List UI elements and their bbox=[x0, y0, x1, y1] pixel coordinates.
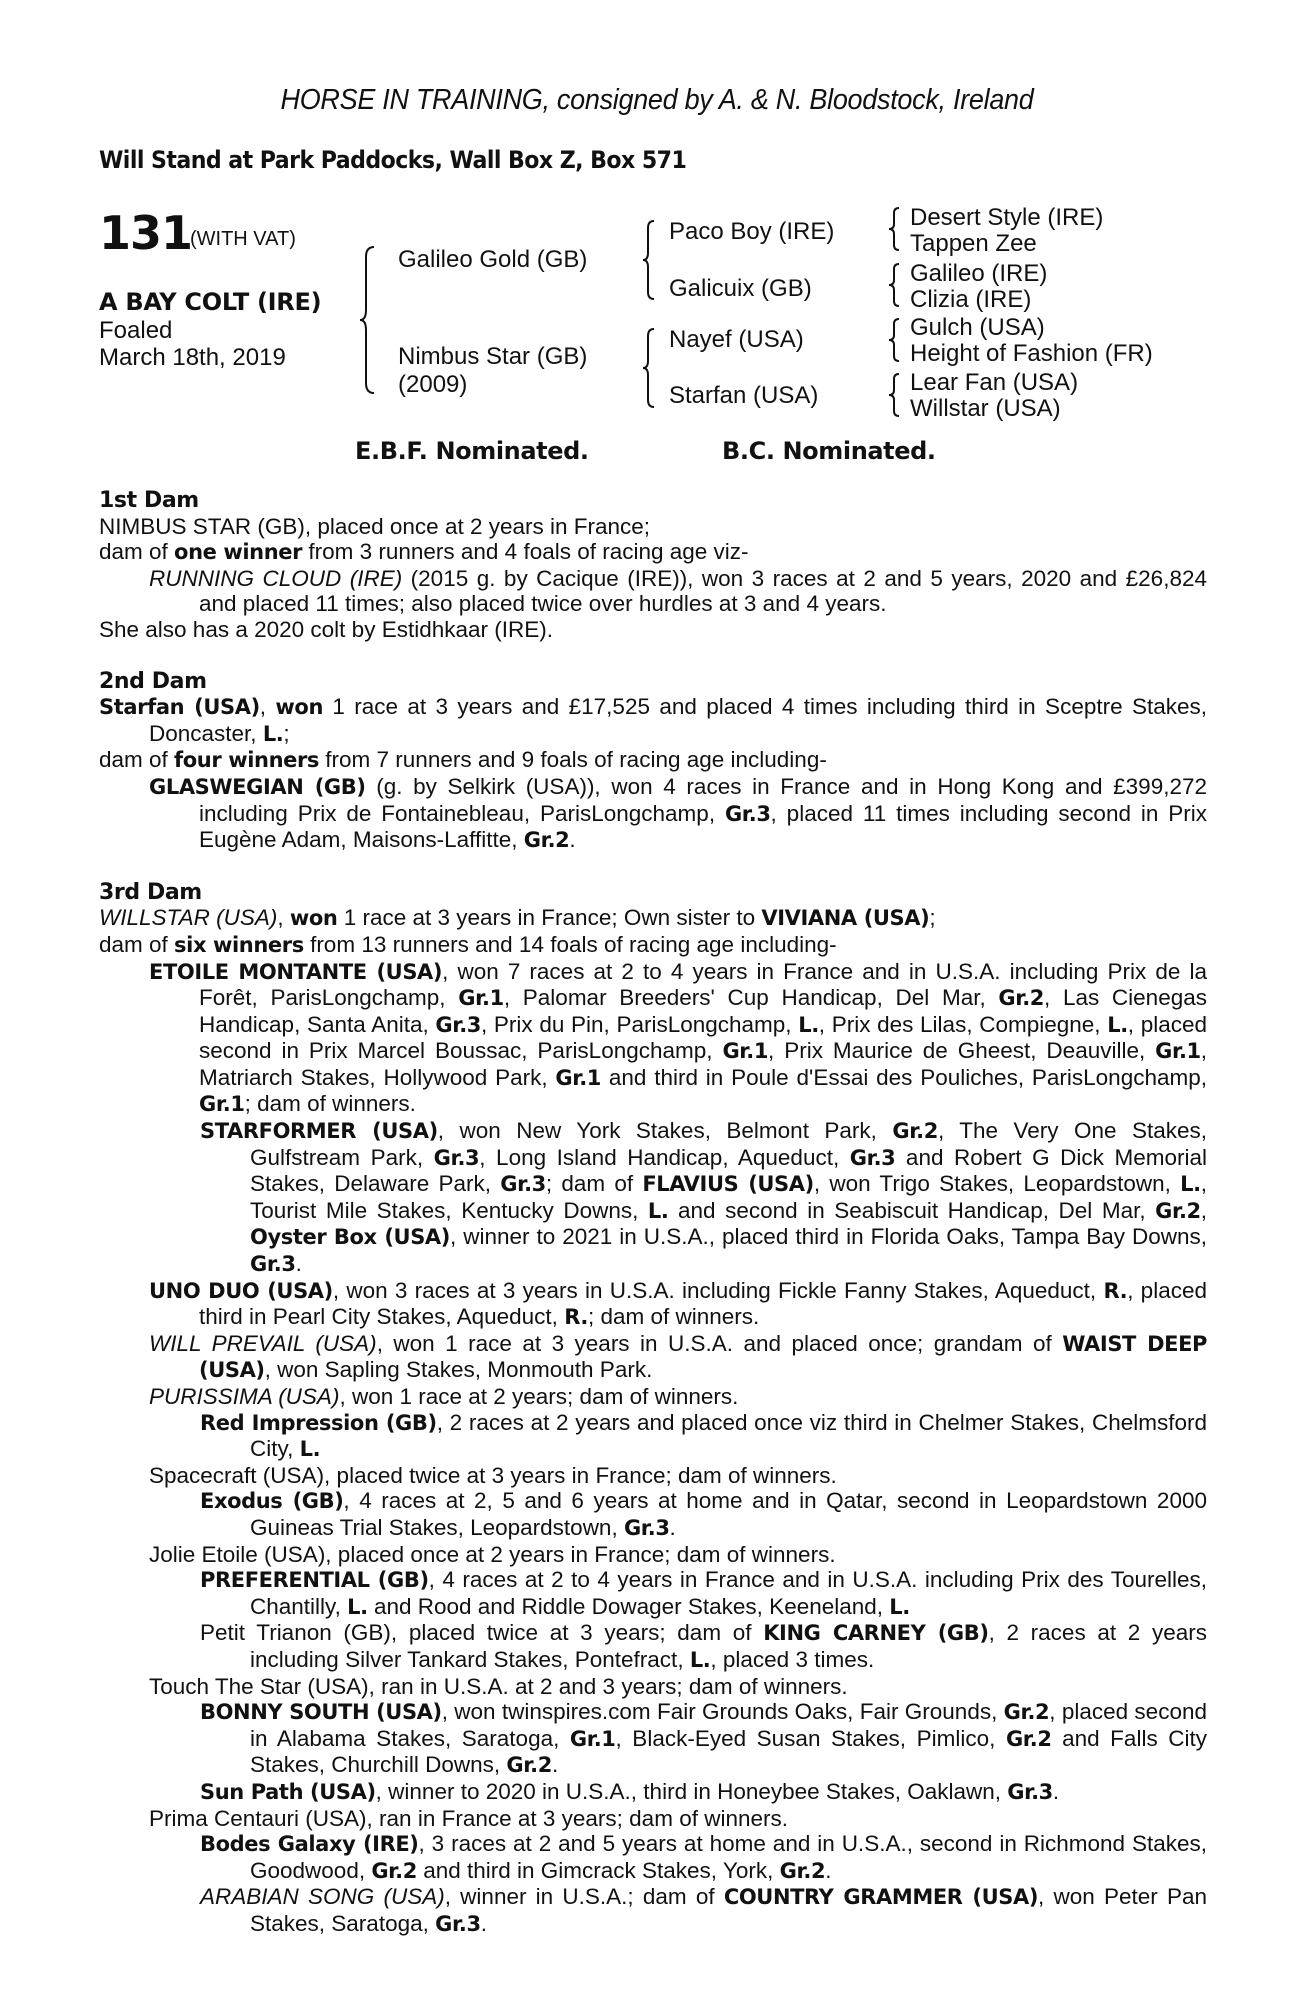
bold-text: L. bbox=[647, 1198, 669, 1223]
text: . bbox=[295, 1251, 302, 1277]
bold-text: Gr.1 bbox=[199, 1092, 245, 1117]
g3-clizia: Clizia (IRE) bbox=[910, 286, 1032, 313]
pedigree-entry bbox=[99, 1674, 1207, 1700]
bold-text: ETOILE MONTANTE (USA) bbox=[149, 959, 443, 984]
g3-desert-style: Desert Style (IRE) bbox=[910, 204, 1104, 231]
brace-dam bbox=[641, 327, 657, 409]
text: ; dam of winners. bbox=[587, 1304, 760, 1330]
pedigree-entry bbox=[99, 774, 1207, 854]
bold-text: L. bbox=[299, 1437, 321, 1462]
text: , placed 3 times. bbox=[710, 1646, 875, 1672]
bold-text: COUNTRY GRAMMER (USA) bbox=[723, 1885, 1039, 1910]
text: . bbox=[669, 1514, 676, 1540]
text: , won Trigo Stakes, Leopardstown, bbox=[813, 1171, 1181, 1197]
bold-text: L. bbox=[889, 1594, 910, 1619]
text: , won 7 races at 2 to 4 years in France and in U.S.A. including Prix de la Forêt, ParisLongchamp, bbox=[199, 958, 1207, 1011]
bold-text: Gr.2 bbox=[892, 1119, 938, 1144]
text: , Long Island Handicap, Aqueduct, bbox=[479, 1144, 850, 1170]
sire-dam: Galicuix (GB) bbox=[669, 275, 812, 302]
section-heading: 1st Dam bbox=[99, 488, 199, 513]
pedigree-entry bbox=[99, 1567, 1207, 1620]
text: from 13 runners and 14 foals of racing age including- bbox=[303, 931, 837, 957]
text: and Falls City Stakes, Churchill Downs, bbox=[250, 1725, 1207, 1778]
bold-text: Gr.3 bbox=[1007, 1779, 1053, 1804]
bold-text: Gr.2 bbox=[1005, 1726, 1052, 1751]
bold-text: BONNY SOUTH (USA) bbox=[200, 1700, 442, 1725]
text: , The Very One Stakes, Gulfstream Park, bbox=[250, 1118, 1207, 1170]
bold-text: four winners bbox=[174, 748, 320, 773]
bold-text: Starfan (USA) bbox=[99, 695, 260, 720]
pedigree-entry bbox=[99, 905, 1207, 932]
bold-text: Exodus (GB) bbox=[200, 1489, 344, 1514]
text: and third in Poule d'Essai des Pouliches, ParisLongchamp, bbox=[601, 1064, 1207, 1090]
text: , Black-Eyed Susan Stakes, Pimlico, bbox=[615, 1725, 1006, 1751]
pedigree-entry bbox=[99, 539, 1207, 566]
pedigree-entry bbox=[99, 1410, 1207, 1463]
text: , won twinspires.com Fair Grounds Oaks, Fair Grounds, bbox=[441, 1699, 1004, 1725]
dam-year: (2009) bbox=[398, 371, 468, 398]
bold-text: Gr.1 bbox=[458, 986, 504, 1011]
pedigree-entry bbox=[99, 1884, 1207, 1937]
bold-text: L. bbox=[689, 1647, 711, 1672]
text: , bbox=[259, 694, 276, 720]
brace-main bbox=[358, 245, 378, 395]
brace-g3-4 bbox=[887, 372, 901, 418]
text: dam of bbox=[99, 539, 175, 565]
section-gap bbox=[99, 854, 1207, 880]
bold-text: Gr.2 bbox=[506, 1753, 552, 1778]
pedigree-entry bbox=[99, 1831, 1207, 1884]
text: ; dam of bbox=[545, 1171, 643, 1197]
text: , won New York Stakes, Belmont Park, bbox=[437, 1118, 893, 1144]
brace-sire bbox=[641, 219, 657, 301]
bold-text: Red Impression (GB) bbox=[200, 1410, 437, 1435]
text: . bbox=[480, 1910, 487, 1936]
text: , winner in U.S.A.; dam of bbox=[444, 1884, 724, 1910]
bold-text: Gr.3 bbox=[250, 1252, 296, 1277]
italic-text: WILLSTAR (USA) bbox=[99, 905, 278, 931]
pedigree-entry bbox=[99, 1806, 1207, 1832]
text: , Palomar Breeders' Cup Handicap, Del Mar, bbox=[503, 985, 999, 1011]
bold-text: won bbox=[275, 695, 323, 720]
pedigree-entry bbox=[99, 1463, 1207, 1489]
pedigree-entry bbox=[99, 1699, 1207, 1779]
bold-text: VIVIANA (USA) bbox=[761, 906, 930, 931]
bc-nomination: B.C. Nominated. bbox=[722, 437, 936, 465]
pedigree-entry bbox=[99, 1542, 1207, 1568]
pedigree-entry bbox=[99, 1278, 1207, 1331]
bold-text: Gr.2 bbox=[779, 1858, 826, 1883]
text: ; bbox=[929, 905, 936, 931]
text: , placed 11 times including second in Prix Eugène Adam, Maisons-Laffitte, bbox=[199, 800, 1207, 853]
section-heading: 3rd Dam bbox=[99, 879, 202, 905]
pedigree-entry bbox=[99, 694, 1207, 747]
pedigree-entry bbox=[99, 1331, 1207, 1384]
g3-tappen-zee: Tappen Zee bbox=[910, 230, 1037, 257]
text: She also has a 2020 colt by Estidhkaar (IRE). bbox=[99, 616, 553, 642]
bold-text: L. bbox=[262, 721, 284, 746]
lot-number: 131 bbox=[99, 206, 193, 260]
foaled-date: March 18th, 2019 bbox=[99, 344, 286, 371]
text: , Prix du Pin, ParisLongchamp, bbox=[481, 1011, 799, 1037]
brace-g3-1 bbox=[887, 206, 901, 252]
text: (g. by Selkirk (USA)), won 4 races in France and in Hong Kong and £399,272 including Prix de Fontainebleau, ParisLongchamp, bbox=[199, 773, 1207, 826]
bold-text: Gr.2 bbox=[371, 1858, 417, 1883]
bold-text: one winner bbox=[174, 540, 303, 565]
text: , winner to 2020 in U.S.A., third in Honeybee Stakes, Oaklawn, bbox=[375, 1778, 1008, 1804]
produce-record bbox=[99, 488, 1207, 1937]
bold-text: R. bbox=[564, 1305, 588, 1330]
text: , won Sapling Stakes, Monmouth Park. bbox=[264, 1357, 653, 1383]
text: from 7 runners and 9 foals of racing age including- bbox=[319, 747, 827, 773]
text: ; bbox=[283, 720, 290, 746]
text: , 2 races at 2 years and placed once viz third in Chelmer Stakes, Chelmsford City, bbox=[250, 1409, 1207, 1462]
bold-text: L. bbox=[798, 1012, 819, 1037]
vat-note: (WITH VAT) bbox=[190, 228, 296, 250]
bold-text: Gr.2 bbox=[998, 986, 1045, 1011]
pedigree-entry bbox=[99, 514, 1207, 540]
text: 1 race at 3 years in France; Own sister to bbox=[337, 905, 762, 931]
text: , Prix Maurice de Gheest, Deauville, bbox=[768, 1038, 1156, 1064]
bold-text: Gr.1 bbox=[555, 1065, 602, 1090]
pedigree-entry bbox=[99, 1620, 1207, 1673]
italic-text: PURISSIMA (USA) bbox=[149, 1384, 340, 1409]
bold-text: Gr.3 bbox=[623, 1515, 670, 1540]
text: from 3 runners and 4 foals of racing age viz- bbox=[302, 539, 749, 565]
g3-willstar: Willstar (USA) bbox=[910, 395, 1061, 422]
bold-text: six winners bbox=[174, 932, 304, 957]
text: , placed second in Alabama Stakes, Saratoga, bbox=[250, 1699, 1207, 1751]
g3-height-of-fashion: Height of Fashion (FR) bbox=[910, 340, 1153, 367]
text: and Rood and Riddle Dowager Stakes, Keeneland, bbox=[367, 1593, 890, 1619]
foaled-label: Foaled bbox=[99, 317, 173, 344]
page-title: HORSE IN TRAINING, consigned by A. & N. Bloodstock, Ireland bbox=[280, 84, 1034, 116]
pedigree-entry bbox=[99, 1118, 1207, 1278]
text: , Matriarch Stakes, Hollywood Park, bbox=[199, 1038, 1207, 1090]
text: , Tourist Mile Stakes, Kentucky Downs, bbox=[250, 1171, 1207, 1223]
bold-text: Gr.3 bbox=[500, 1172, 546, 1197]
pedigree-entry bbox=[99, 1384, 1207, 1410]
bold-text: Gr.3 bbox=[435, 1911, 481, 1936]
text: , Prix des Lilas, Compiegne, bbox=[818, 1011, 1108, 1037]
text: , bbox=[1200, 1197, 1208, 1223]
brace-g3-2 bbox=[887, 262, 901, 308]
bold-text: KING CARNEY (GB) bbox=[763, 1621, 989, 1646]
bold-text: Gr.3 bbox=[435, 1012, 481, 1037]
bold-text: L. bbox=[1107, 1012, 1128, 1037]
bold-text: Gr.1 bbox=[569, 1726, 616, 1751]
bold-text: L. bbox=[1180, 1172, 1201, 1197]
sire: Galileo Gold (GB) bbox=[398, 246, 588, 273]
bold-text: STARFORMER (USA) bbox=[200, 1119, 438, 1144]
stand-location: Will Stand at Park Paddocks, Wall Box Z, Box 571 bbox=[99, 146, 687, 174]
dam-dam: Starfan (USA) bbox=[669, 382, 819, 409]
bold-text: GLASWEGIAN (GB) bbox=[149, 774, 366, 799]
text: NIMBUS STAR (GB), placed once at 2 years in France; bbox=[99, 513, 651, 539]
pedigree-entry bbox=[99, 747, 1207, 774]
text: ; dam of winners. bbox=[244, 1091, 416, 1117]
bold-text: Gr.3 bbox=[724, 801, 771, 826]
text: . bbox=[551, 1752, 559, 1778]
text: , placed second in Prix Marcel Boussac, ParisLongchamp, bbox=[199, 1011, 1207, 1064]
text: , winner to 2021 in U.S.A., placed third in Florida Oaks, Tampa Bay Downs, bbox=[449, 1224, 1207, 1250]
text: 1 race at 3 years and £17,525 and placed 4 times including third in Sceptre Stakes, Doncaster, bbox=[149, 694, 1207, 746]
ebf-nomination: E.B.F. Nominated. bbox=[355, 437, 589, 465]
text: , won 1 race at 3 years in U.S.A. and placed once; grandam of bbox=[376, 1330, 1063, 1356]
bold-text: Gr.3 bbox=[849, 1145, 896, 1170]
bold-text: Oyster Box (USA) bbox=[250, 1225, 450, 1250]
bold-text: Gr.3 bbox=[433, 1145, 480, 1170]
text: dam of bbox=[99, 747, 175, 773]
bold-text: Gr.1 bbox=[722, 1039, 769, 1064]
text: Spacecraft (USA), placed twice at 3 years in France; dam of winners. bbox=[149, 1462, 837, 1488]
brace-g3-3 bbox=[887, 317, 901, 363]
pedigree-entry bbox=[99, 566, 1207, 617]
bold-text: Bodes Galaxy (IRE) bbox=[200, 1832, 419, 1857]
bold-text: Gr.2 bbox=[1003, 1700, 1050, 1725]
section-gap bbox=[99, 643, 1207, 669]
text: , placed third in Pearl City Stakes, Aqueduct, bbox=[199, 1277, 1207, 1330]
text: Jolie Etoile (USA), placed once at 2 years in France; dam of winners. bbox=[149, 1541, 836, 1567]
text: and second in Seabiscuit Handicap, Del Mar, bbox=[668, 1197, 1156, 1223]
text: , won Peter Pan Stakes, Saratoga, bbox=[250, 1884, 1208, 1936]
pedigree-entry bbox=[99, 1779, 1207, 1806]
italic-text: WILL PREVAIL (USA) bbox=[149, 1330, 377, 1356]
text: , 2 races at 2 years including Silver Tankard Stakes, Pontefract, bbox=[250, 1620, 1208, 1672]
bold-text: Gr.2 bbox=[523, 828, 570, 853]
text: . bbox=[569, 827, 576, 853]
bold-text: Gr.2 bbox=[1155, 1198, 1201, 1223]
sire-sire: Paco Boy (IRE) bbox=[669, 218, 835, 245]
text: and third in Gimcrack Stakes, York, bbox=[416, 1857, 780, 1883]
italic-text: RUNNING CLOUD (IRE) bbox=[149, 565, 403, 591]
pedigree-entry bbox=[99, 932, 1207, 959]
text: , 3 races at 2 and 5 years at home and in U.S.A., second in Richmond Stakes, Goodwood, bbox=[250, 1831, 1208, 1883]
text: dam of bbox=[99, 931, 175, 957]
text: , 4 races at 2 to 4 years in France and in U.S.A. including Prix des Tourelles, Chantilly, bbox=[250, 1567, 1207, 1619]
bold-text: PREFERENTIAL (GB) bbox=[200, 1568, 429, 1593]
text: Touch The Star (USA), ran in U.S.A. at 2 and 3 years; dam of winners. bbox=[149, 1673, 848, 1699]
g3-galileo: Galileo (IRE) bbox=[910, 260, 1048, 287]
bold-text: WAIST DEEP (USA) bbox=[199, 1331, 1208, 1383]
text: , Las Cienegas Handicap, Santa Anita, bbox=[199, 985, 1207, 1037]
text: (2015 g. by Cacique (IRE)), won 3 races at 2 and 5 years, 2020 and £26,824 and placed 11 times; also placed twice over hurdles at 3 and 4 years. bbox=[199, 565, 1207, 617]
bold-text: won bbox=[289, 906, 338, 931]
foaled-info bbox=[99, 317, 286, 371]
g3-gulch: Gulch (USA) bbox=[910, 314, 1045, 341]
lot-description: A BAY COLT (IRE) bbox=[99, 288, 322, 316]
bold-text: UNO DUO (USA) bbox=[149, 1278, 333, 1303]
bold-text: FLAVIUS (USA) bbox=[642, 1172, 814, 1197]
text: . bbox=[1052, 1778, 1060, 1804]
pedigree-entry bbox=[99, 959, 1207, 1119]
section-heading: 2nd Dam bbox=[99, 668, 207, 694]
text: and Robert G Dick Memorial Stakes, Delaware Park, bbox=[250, 1144, 1207, 1197]
pedigree-entry bbox=[99, 617, 1207, 643]
text: , won 3 races at 3 years in U.S.A. including Fickle Fanny Stakes, Aqueduct, bbox=[332, 1277, 1104, 1303]
g3-lear-fan: Lear Fan (USA) bbox=[910, 369, 1079, 396]
text: Prima Centauri (USA), ran in France at 3 years; dam of winners. bbox=[149, 1805, 788, 1831]
italic-text: ARABIAN SONG (USA) bbox=[200, 1884, 445, 1910]
text: . bbox=[825, 1857, 832, 1883]
bold-text: Sun Path (USA) bbox=[200, 1779, 376, 1804]
pedigree-entry bbox=[99, 1488, 1207, 1541]
text: , won 1 race at 2 years; dam of winners. bbox=[339, 1384, 739, 1409]
text: Petit Trianon (GB), placed twice at 3 years; dam of bbox=[200, 1620, 764, 1646]
dam-sire: Nayef (USA) bbox=[669, 326, 804, 353]
bold-text: R. bbox=[1103, 1278, 1128, 1303]
text: , bbox=[277, 905, 290, 931]
bold-text: Gr.1 bbox=[1155, 1039, 1201, 1064]
bold-text: L. bbox=[347, 1594, 368, 1619]
dam: Nimbus Star (GB) bbox=[398, 343, 588, 370]
text: , 4 races at 2, 5 and 6 years at home and in Qatar, second in Leopardstown 2000 Guineas Trial Stakes, Leopardstown, bbox=[250, 1488, 1207, 1540]
